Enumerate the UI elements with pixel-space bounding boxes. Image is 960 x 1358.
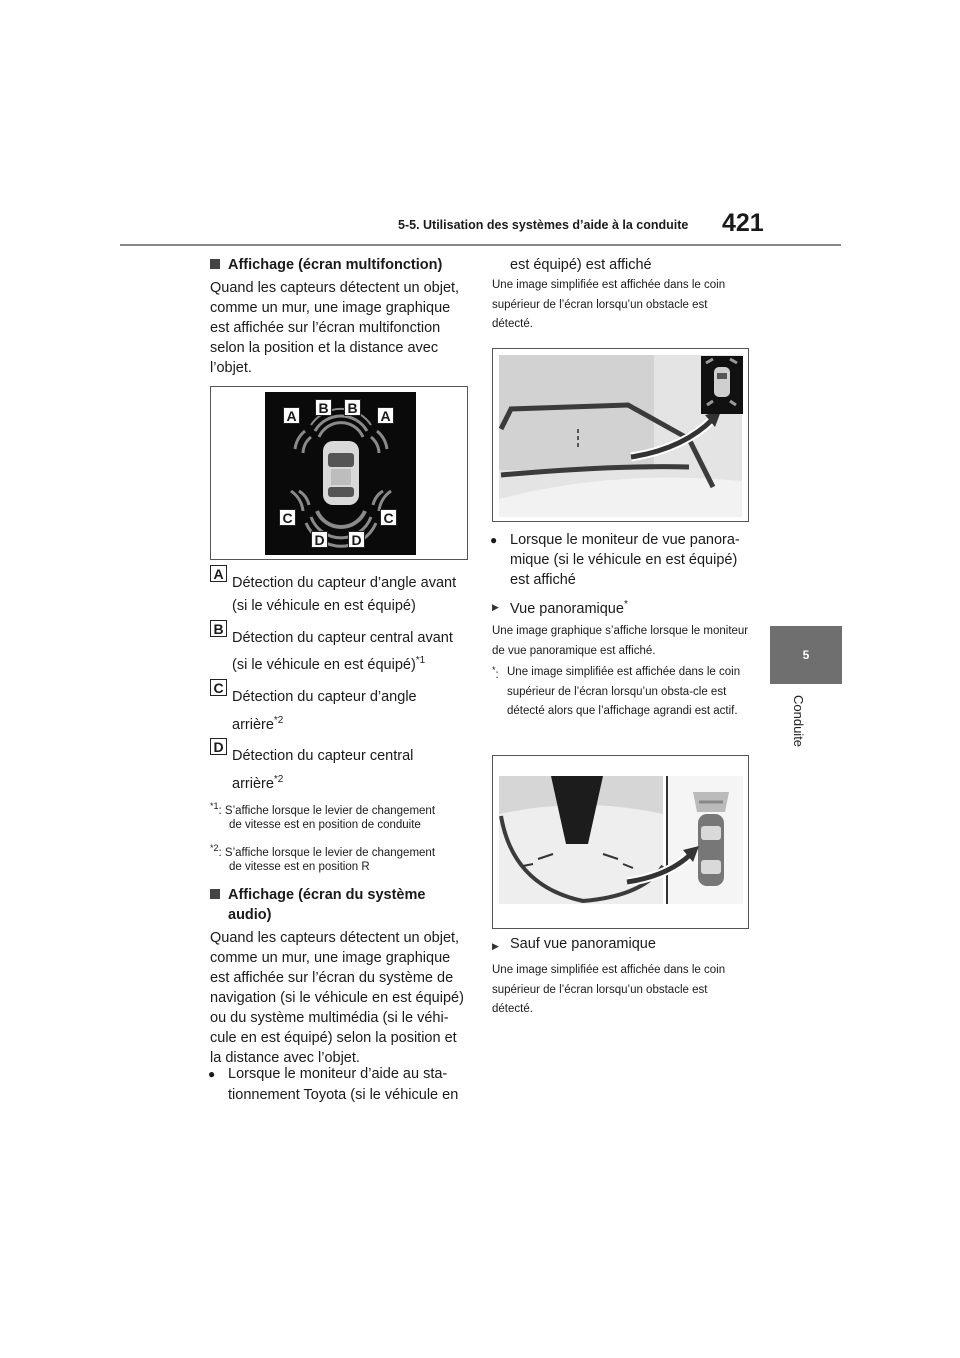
- figure-sensor-display: [210, 386, 468, 560]
- bullet-toyota-monitor: ● Lorsque le moniteur d’aide au sta-: [228, 1064, 447, 1084]
- legend-a-line2: (si le véhicule en est équipé): [232, 598, 416, 614]
- legend-b-line2: (si le véhicule en est équipé)$^{*1}$: [232, 655, 426, 673]
- chapter-tab: [770, 626, 842, 684]
- heading-square-icon: [210, 259, 220, 269]
- bullet-panoramic-monitor: ● Lorsque le moniteur de vue panora-mique (si le véhicule en est équipé) est affiché: [510, 530, 750, 590]
- legend-key-a: A: [210, 565, 227, 582]
- figure-panoramic-view: [492, 755, 749, 929]
- sensor-display-illustration: [211, 387, 467, 559]
- legend-d-line1: Détection du capteur central: [232, 748, 414, 764]
- zone-label: A: [377, 407, 394, 424]
- legend-b-line1: Détection du capteur central avant: [232, 630, 453, 646]
- zone-label: C: [380, 509, 397, 526]
- heading-audio: Affichage (écran du système: [210, 885, 425, 905]
- arrow-panoramic-view: ▶ Vue panoramique*: [510, 595, 628, 619]
- legend-key-d: D: [210, 738, 227, 755]
- zone-label: D: [311, 531, 328, 548]
- footnote-2-cont: de vitesse est en position R: [229, 861, 370, 873]
- heading-square-icon: [210, 889, 220, 899]
- legend-key-b: B: [210, 620, 227, 637]
- legend-d-line2: arrière$^{*2}$: [232, 774, 284, 792]
- heading-multifunction: Affichage (écran multifonction): [210, 255, 442, 275]
- car-panoramic-icon: [698, 814, 724, 886]
- note-simplified-image: Une image simplifiée est affichée dans le coin supérieur de l’écran lorsqu’un obstacle est détecté.: [492, 279, 726, 330]
- chapter-label: Conduite: [791, 695, 806, 748]
- panoramic-view-illustration: [493, 756, 748, 928]
- figure-parking-monitor: [492, 348, 749, 522]
- page-number: 421: [722, 209, 764, 237]
- legend-c-line2: arrière$^{*2}$: [232, 715, 284, 733]
- footnote-star-text: Une image simplifiée est affichée dans le coin supérieur de l’écran lorsqu’un obsta-cle est détecté alors que l’affichage agrandi est actif.: [507, 666, 741, 717]
- bullet-toyota-monitor-end: est équipé) est affiché: [510, 257, 652, 273]
- zone-label: B: [315, 399, 332, 416]
- legend-key-c: C: [210, 679, 227, 696]
- legend-a-line1: Détection du capteur d’angle avant: [232, 575, 457, 591]
- parking-monitor-illustration: [493, 349, 748, 521]
- chapter-number: 5: [802, 648, 810, 662]
- arrow-except-panoramic: ▶ Sauf vue panoramique: [510, 934, 656, 954]
- paragraph-audio: Quand les capteurs détectent un objet, comme un mur, une image graphique est affichée sur l’écran du système de navigation (si le véhicule en est équipé) ou du système multimédia (si le véhi-cule en est équipé) selon la position et la distance avec l’objet.: [210, 930, 464, 1066]
- bullet-toyota-monitor-cont: tionnement Toyota (si le véhicule en: [228, 1087, 459, 1103]
- footnote-2: $^{*2}$: S’affiche lorsque le levier de changement: [210, 843, 436, 859]
- footnote-star-mark: *:: [492, 665, 499, 681]
- section-title: 5-5. Utilisation des systèmes d’aide à la conduite: [398, 218, 689, 232]
- zone-label: C: [279, 509, 296, 526]
- footnote-1-cont: de vitesse est en position de conduite: [229, 819, 421, 831]
- heading-audio-cont: audio): [228, 907, 272, 923]
- legend-c-line1: Détection du capteur d’angle: [232, 689, 417, 705]
- footnote-1: $^{*1}$: S’affiche lorsque le levier de changement: [210, 801, 436, 817]
- car-top-view-icon: [323, 441, 359, 505]
- zone-label: A: [283, 407, 300, 424]
- paragraph-multifunction: Quand les capteurs détectent un objet, comme un mur, une image graphique est affichée sur l’écran multifonction selon la position et la distance avec l’objet.: [210, 280, 460, 376]
- note-except-panoramic: Une image simplifiée est affichée dans le coin supérieur de l’écran lorsqu’un obstacle est détecté.: [492, 964, 726, 1015]
- header-divider: [120, 244, 841, 246]
- note-panoramic: Une image graphique s’affiche lorsque le moniteur de vue panoramique est affiché.: [492, 625, 749, 657]
- zone-label: D: [348, 531, 365, 548]
- zone-label: B: [344, 399, 361, 416]
